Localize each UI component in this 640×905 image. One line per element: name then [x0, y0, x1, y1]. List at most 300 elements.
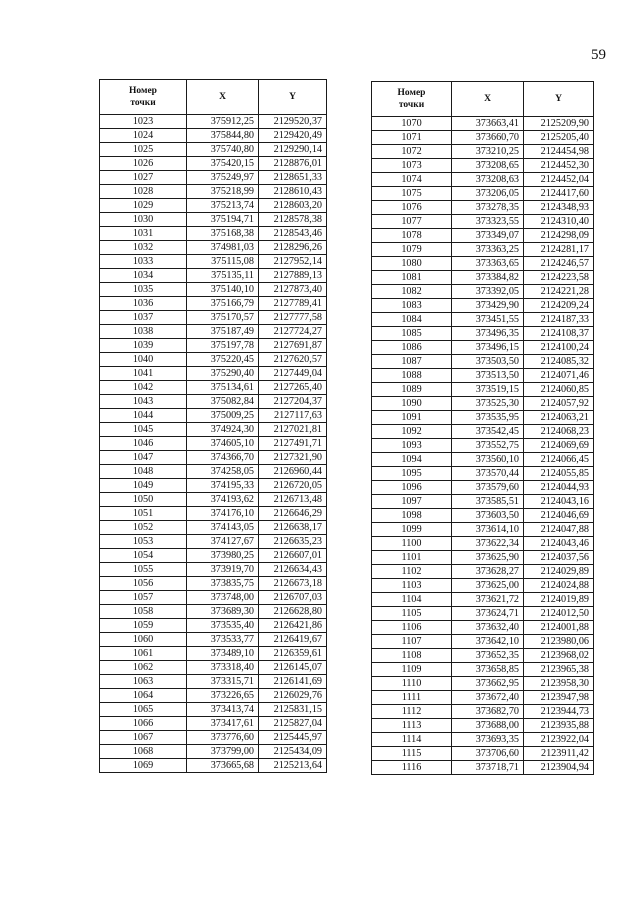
- point-number-cell: 1111: [372, 691, 452, 705]
- x-coordinate-cell: 373628,27: [452, 565, 524, 579]
- table-row: [100, 367, 327, 381]
- point-number-cell: 1081: [372, 271, 452, 285]
- x-coordinate-cell: 373210,25: [452, 145, 524, 159]
- table-row: [100, 269, 327, 283]
- table-row: [100, 675, 327, 689]
- table-row: [372, 439, 594, 453]
- y-coordinate-cell: 2127777,58: [259, 311, 327, 325]
- table-row: [100, 129, 327, 143]
- point-number-cell: 1062: [100, 661, 187, 675]
- point-number-cell: 1065: [100, 703, 187, 717]
- table-row: [372, 481, 594, 495]
- point-number-cell: 1054: [100, 549, 187, 563]
- table-row: [372, 607, 594, 621]
- y-coordinate-cell: 2128651,33: [259, 171, 327, 185]
- table-row: [372, 453, 594, 467]
- point-number-cell: 1080: [372, 257, 452, 271]
- point-number-cell: 1089: [372, 383, 452, 397]
- x-coordinate-cell: 373503,50: [452, 355, 524, 369]
- x-coordinate-cell: 373392,05: [452, 285, 524, 299]
- point-number-cell: 1026: [100, 157, 187, 171]
- y-coordinate-cell: 2129290,14: [259, 143, 327, 157]
- x-coordinate-cell: 375187,49: [187, 325, 259, 339]
- y-coordinate-cell: 2124310,40: [524, 215, 594, 229]
- point-number-cell: 1096: [372, 481, 452, 495]
- table-row: [372, 537, 594, 551]
- table-row: [100, 297, 327, 311]
- x-coordinate-cell: 373429,90: [452, 299, 524, 313]
- point-number-cell: 1102: [372, 565, 452, 579]
- y-coordinate-cell: 2123980,06: [524, 635, 594, 649]
- y-coordinate-cell: 2128578,38: [259, 213, 327, 227]
- x-coordinate-cell: 373776,60: [187, 731, 259, 745]
- point-number-cell: 1056: [100, 577, 187, 591]
- x-coordinate-cell: 375197,78: [187, 339, 259, 353]
- x-coordinate-cell: 373662,95: [452, 677, 524, 691]
- point-number-cell: 1049: [100, 479, 187, 493]
- x-coordinate-cell: 374143,05: [187, 521, 259, 535]
- point-number-cell: 1043: [100, 395, 187, 409]
- header-x: X: [187, 80, 259, 115]
- table-row: [372, 383, 594, 397]
- table-row: [100, 661, 327, 675]
- x-coordinate-cell: 373718,71: [452, 761, 524, 775]
- point-number-cell: 1035: [100, 283, 187, 297]
- point-number-cell: 1072: [372, 145, 452, 159]
- point-number-cell: 1024: [100, 129, 187, 143]
- coordinates-table-right: [371, 81, 594, 775]
- x-coordinate-cell: 374605,10: [187, 437, 259, 451]
- table-row: [100, 465, 327, 479]
- table-row: [372, 271, 594, 285]
- point-number-cell: 1093: [372, 439, 452, 453]
- point-number-cell: 1109: [372, 663, 452, 677]
- table-header-row: [100, 80, 327, 115]
- point-number-cell: 1094: [372, 453, 452, 467]
- x-coordinate-cell: 375740,80: [187, 143, 259, 157]
- point-number-cell: 1070: [372, 117, 452, 131]
- x-coordinate-cell: 373693,35: [452, 733, 524, 747]
- point-number-cell: 1030: [100, 213, 187, 227]
- x-coordinate-cell: 373624,71: [452, 607, 524, 621]
- point-number-cell: 1068: [100, 745, 187, 759]
- table-row: [372, 131, 594, 145]
- point-number-cell: 1027: [100, 171, 187, 185]
- point-number-cell: 1090: [372, 397, 452, 411]
- y-coordinate-cell: 2126628,80: [259, 605, 327, 619]
- x-coordinate-cell: 373226,65: [187, 689, 259, 703]
- y-coordinate-cell: 2127724,27: [259, 325, 327, 339]
- point-number-cell: 1108: [372, 649, 452, 663]
- table-row: [100, 479, 327, 493]
- point-number-cell: 1052: [100, 521, 187, 535]
- x-coordinate-cell: 375420,15: [187, 157, 259, 171]
- table-row: [372, 691, 594, 705]
- x-coordinate-cell: 373496,15: [452, 341, 524, 355]
- y-coordinate-cell: 2126607,01: [259, 549, 327, 563]
- x-coordinate-cell: 375249,97: [187, 171, 259, 185]
- table-row: [372, 621, 594, 635]
- y-coordinate-cell: 2124100,24: [524, 341, 594, 355]
- table-row: [100, 633, 327, 647]
- x-coordinate-cell: 373552,75: [452, 439, 524, 453]
- point-number-cell: 1112: [372, 705, 452, 719]
- x-coordinate-cell: 373621,72: [452, 593, 524, 607]
- point-number-cell: 1023: [100, 115, 187, 129]
- point-number-cell: 1046: [100, 437, 187, 451]
- point-number-cell: 1041: [100, 367, 187, 381]
- table-row: [100, 283, 327, 297]
- y-coordinate-cell: 2124417,60: [524, 187, 594, 201]
- point-number-cell: 1103: [372, 579, 452, 593]
- x-coordinate-cell: 373625,00: [452, 579, 524, 593]
- x-coordinate-cell: 375218,99: [187, 185, 259, 199]
- table-row: [372, 411, 594, 425]
- y-coordinate-cell: 2123965,38: [524, 663, 594, 677]
- table-row: [100, 647, 327, 661]
- y-coordinate-cell: 2124066,45: [524, 453, 594, 467]
- y-coordinate-cell: 2127873,40: [259, 283, 327, 297]
- x-coordinate-cell: 373642,10: [452, 635, 524, 649]
- x-coordinate-cell: 373489,10: [187, 647, 259, 661]
- x-coordinate-cell: 373451,55: [452, 313, 524, 327]
- point-number-cell: 1038: [100, 325, 187, 339]
- x-coordinate-cell: 373919,70: [187, 563, 259, 577]
- x-coordinate-cell: 373622,34: [452, 537, 524, 551]
- y-coordinate-cell: 2125209,90: [524, 117, 594, 131]
- y-coordinate-cell: 2126960,44: [259, 465, 327, 479]
- table-row: [372, 187, 594, 201]
- table-row: [100, 451, 327, 465]
- header-y: Y: [259, 80, 327, 115]
- table-row: [100, 381, 327, 395]
- x-coordinate-cell: 373349,07: [452, 229, 524, 243]
- y-coordinate-cell: 2128543,46: [259, 227, 327, 241]
- y-coordinate-cell: 2126707,03: [259, 591, 327, 605]
- y-coordinate-cell: 2124454,98: [524, 145, 594, 159]
- table-row: [372, 201, 594, 215]
- y-coordinate-cell: 2124029,89: [524, 565, 594, 579]
- x-coordinate-cell: 373570,44: [452, 467, 524, 481]
- y-coordinate-cell: 2127265,40: [259, 381, 327, 395]
- y-coordinate-cell: 2127021,81: [259, 423, 327, 437]
- point-number-cell: 1077: [372, 215, 452, 229]
- y-coordinate-cell: 2126638,17: [259, 521, 327, 535]
- table-row: [100, 493, 327, 507]
- table-row: [100, 703, 327, 717]
- table-row: [372, 495, 594, 509]
- y-coordinate-cell: 2127889,13: [259, 269, 327, 283]
- y-coordinate-cell: 2125434,09: [259, 745, 327, 759]
- header-point-number: Номер точки: [372, 82, 452, 117]
- x-coordinate-cell: 375290,40: [187, 367, 259, 381]
- y-coordinate-cell: 2126720,05: [259, 479, 327, 493]
- table-row: [372, 705, 594, 719]
- y-coordinate-cell: 2126635,23: [259, 535, 327, 549]
- x-coordinate-cell: 373560,10: [452, 453, 524, 467]
- x-coordinate-cell: 373632,40: [452, 621, 524, 635]
- table-row: [372, 369, 594, 383]
- y-coordinate-cell: 2124037,56: [524, 551, 594, 565]
- point-number-cell: 1036: [100, 297, 187, 311]
- x-coordinate-cell: 373579,60: [452, 481, 524, 495]
- point-number-cell: 1029: [100, 199, 187, 213]
- table-row: [100, 521, 327, 535]
- x-coordinate-cell: 375082,84: [187, 395, 259, 409]
- x-coordinate-cell: 373799,00: [187, 745, 259, 759]
- table-row: [100, 759, 327, 773]
- y-coordinate-cell: 2124281,17: [524, 243, 594, 257]
- header-x: X: [452, 82, 524, 117]
- x-coordinate-cell: 375194,71: [187, 213, 259, 227]
- x-coordinate-cell: 373206,05: [452, 187, 524, 201]
- x-coordinate-cell: 373363,65: [452, 257, 524, 271]
- y-coordinate-cell: 2124209,24: [524, 299, 594, 313]
- point-number-cell: 1078: [372, 229, 452, 243]
- point-number-cell: 1063: [100, 675, 187, 689]
- y-coordinate-cell: 2124108,37: [524, 327, 594, 341]
- point-number-cell: 1095: [372, 467, 452, 481]
- x-coordinate-cell: 373980,25: [187, 549, 259, 563]
- y-coordinate-cell: 2126634,43: [259, 563, 327, 577]
- x-coordinate-cell: 373513,50: [452, 369, 524, 383]
- table-row: [100, 507, 327, 521]
- y-coordinate-cell: 2126646,29: [259, 507, 327, 521]
- x-coordinate-cell: 375912,25: [187, 115, 259, 129]
- x-coordinate-cell: 373748,00: [187, 591, 259, 605]
- table-row: [100, 605, 327, 619]
- table-row: [100, 549, 327, 563]
- y-coordinate-cell: 2124223,58: [524, 271, 594, 285]
- point-number-cell: 1053: [100, 535, 187, 549]
- y-coordinate-cell: 2125445,97: [259, 731, 327, 745]
- y-coordinate-cell: 2126141,69: [259, 675, 327, 689]
- x-coordinate-cell: 375220,45: [187, 353, 259, 367]
- coordinates-table-left: [99, 79, 327, 773]
- y-coordinate-cell: 2124019,89: [524, 593, 594, 607]
- table-body-left: [100, 115, 327, 773]
- table-row: [100, 535, 327, 549]
- point-number-cell: 1079: [372, 243, 452, 257]
- table-row: [372, 145, 594, 159]
- y-coordinate-cell: 2127204,37: [259, 395, 327, 409]
- point-number-cell: 1101: [372, 551, 452, 565]
- y-coordinate-cell: 2127691,87: [259, 339, 327, 353]
- table-row: [372, 355, 594, 369]
- table-row: [100, 255, 327, 269]
- table-row: [372, 173, 594, 187]
- table-row: [100, 437, 327, 451]
- point-number-cell: 1085: [372, 327, 452, 341]
- point-number-cell: 1025: [100, 143, 187, 157]
- x-coordinate-cell: 373835,75: [187, 577, 259, 591]
- table-row: [372, 747, 594, 761]
- y-coordinate-cell: 2124044,93: [524, 481, 594, 495]
- table-row: [372, 719, 594, 733]
- point-number-cell: 1034: [100, 269, 187, 283]
- table-row: [372, 649, 594, 663]
- point-number-cell: 1066: [100, 717, 187, 731]
- y-coordinate-cell: 2124055,85: [524, 467, 594, 481]
- header-point-number: Номер точки: [100, 80, 187, 115]
- x-coordinate-cell: 373384,82: [452, 271, 524, 285]
- table-row: [372, 677, 594, 691]
- y-coordinate-cell: 2126713,48: [259, 493, 327, 507]
- point-number-cell: 1092: [372, 425, 452, 439]
- point-number-cell: 1032: [100, 241, 187, 255]
- y-coordinate-cell: 2127789,41: [259, 297, 327, 311]
- point-number-cell: 1116: [372, 761, 452, 775]
- point-number-cell: 1060: [100, 633, 187, 647]
- table-row: [372, 257, 594, 271]
- page-number: 59: [591, 47, 606, 63]
- y-coordinate-cell: 2125831,15: [259, 703, 327, 717]
- table-row: [100, 325, 327, 339]
- point-number-cell: 1055: [100, 563, 187, 577]
- table-row: [100, 143, 327, 157]
- table-row: [372, 523, 594, 537]
- point-number-cell: 1061: [100, 647, 187, 661]
- x-coordinate-cell: 374366,70: [187, 451, 259, 465]
- point-number-cell: 1039: [100, 339, 187, 353]
- x-coordinate-cell: 373665,68: [187, 759, 259, 773]
- table-row: [100, 227, 327, 241]
- table-row: [100, 689, 327, 703]
- table-row: [100, 395, 327, 409]
- y-coordinate-cell: 2125827,04: [259, 717, 327, 731]
- table-header-row: [372, 82, 594, 117]
- table-row: [372, 229, 594, 243]
- y-coordinate-cell: 2126029,76: [259, 689, 327, 703]
- y-coordinate-cell: 2128610,43: [259, 185, 327, 199]
- point-number-cell: 1028: [100, 185, 187, 199]
- table-row: [372, 425, 594, 439]
- table-row: [372, 663, 594, 677]
- table-row: [372, 327, 594, 341]
- point-number-cell: 1037: [100, 311, 187, 325]
- point-number-cell: 1051: [100, 507, 187, 521]
- table-row: [372, 117, 594, 131]
- table-row: [100, 409, 327, 423]
- point-number-cell: 1100: [372, 537, 452, 551]
- y-coordinate-cell: 2126359,61: [259, 647, 327, 661]
- x-coordinate-cell: 374924,30: [187, 423, 259, 437]
- point-number-cell: 1057: [100, 591, 187, 605]
- y-coordinate-cell: 2127449,04: [259, 367, 327, 381]
- point-number-cell: 1058: [100, 605, 187, 619]
- y-coordinate-cell: 2124246,57: [524, 257, 594, 271]
- table-body-right: [372, 117, 594, 775]
- table-row: [372, 341, 594, 355]
- x-coordinate-cell: 373208,63: [452, 173, 524, 187]
- x-coordinate-cell: 373689,30: [187, 605, 259, 619]
- x-coordinate-cell: 373603,50: [452, 509, 524, 523]
- table-row: [372, 579, 594, 593]
- y-coordinate-cell: 2128296,26: [259, 241, 327, 255]
- x-coordinate-cell: 373688,00: [452, 719, 524, 733]
- y-coordinate-cell: 2125205,40: [524, 131, 594, 145]
- point-number-cell: 1075: [372, 187, 452, 201]
- table-row: [100, 353, 327, 367]
- y-coordinate-cell: 2127321,90: [259, 451, 327, 465]
- y-coordinate-cell: 2125213,64: [259, 759, 327, 773]
- y-coordinate-cell: 2124187,33: [524, 313, 594, 327]
- point-number-cell: 1084: [372, 313, 452, 327]
- table-row: [372, 285, 594, 299]
- table-row: [372, 467, 594, 481]
- point-number-cell: 1106: [372, 621, 452, 635]
- table-row: [100, 157, 327, 171]
- x-coordinate-cell: 375115,08: [187, 255, 259, 269]
- table-row: [100, 619, 327, 633]
- table-row: [100, 241, 327, 255]
- table-row: [100, 199, 327, 213]
- table-row: [100, 577, 327, 591]
- y-coordinate-cell: 2123968,02: [524, 649, 594, 663]
- x-coordinate-cell: 373318,40: [187, 661, 259, 675]
- y-coordinate-cell: 2123904,94: [524, 761, 594, 775]
- table-row: [100, 213, 327, 227]
- point-number-cell: 1050: [100, 493, 187, 507]
- x-coordinate-cell: 373625,90: [452, 551, 524, 565]
- y-coordinate-cell: 2124012,50: [524, 607, 594, 621]
- point-number-cell: 1071: [372, 131, 452, 145]
- point-number-cell: 1047: [100, 451, 187, 465]
- y-coordinate-cell: 2123944,73: [524, 705, 594, 719]
- x-coordinate-cell: 375844,80: [187, 129, 259, 143]
- y-coordinate-cell: 2129420,49: [259, 129, 327, 143]
- table-row: [372, 761, 594, 775]
- x-coordinate-cell: 373660,70: [452, 131, 524, 145]
- x-coordinate-cell: 373535,95: [452, 411, 524, 425]
- y-coordinate-cell: 2124046,69: [524, 509, 594, 523]
- y-coordinate-cell: 2128603,20: [259, 199, 327, 213]
- point-number-cell: 1040: [100, 353, 187, 367]
- point-number-cell: 1067: [100, 731, 187, 745]
- y-coordinate-cell: 2124221,28: [524, 285, 594, 299]
- y-coordinate-cell: 2126419,67: [259, 633, 327, 647]
- x-coordinate-cell: 375168,38: [187, 227, 259, 241]
- y-coordinate-cell: 2124348,93: [524, 201, 594, 215]
- point-number-cell: 1091: [372, 411, 452, 425]
- y-coordinate-cell: 2124452,30: [524, 159, 594, 173]
- y-coordinate-cell: 2127491,71: [259, 437, 327, 451]
- x-coordinate-cell: 373706,60: [452, 747, 524, 761]
- point-number-cell: 1110: [372, 677, 452, 691]
- y-coordinate-cell: 2123958,30: [524, 677, 594, 691]
- y-coordinate-cell: 2124452,04: [524, 173, 594, 187]
- y-coordinate-cell: 2124043,16: [524, 495, 594, 509]
- x-coordinate-cell: 373542,45: [452, 425, 524, 439]
- point-number-cell: 1104: [372, 593, 452, 607]
- table-row: [372, 397, 594, 411]
- x-coordinate-cell: 374176,10: [187, 507, 259, 521]
- y-coordinate-cell: 2124057,92: [524, 397, 594, 411]
- x-coordinate-cell: 374981,03: [187, 241, 259, 255]
- point-number-cell: 1114: [372, 733, 452, 747]
- x-coordinate-cell: 375135,11: [187, 269, 259, 283]
- table-row: [100, 115, 327, 129]
- table-row: [100, 171, 327, 185]
- x-coordinate-cell: 374258,05: [187, 465, 259, 479]
- point-number-cell: 1088: [372, 369, 452, 383]
- y-coordinate-cell: 2126673,18: [259, 577, 327, 591]
- point-number-cell: 1069: [100, 759, 187, 773]
- point-number-cell: 1048: [100, 465, 187, 479]
- y-coordinate-cell: 2124071,46: [524, 369, 594, 383]
- table-row: [372, 733, 594, 747]
- point-number-cell: 1033: [100, 255, 187, 269]
